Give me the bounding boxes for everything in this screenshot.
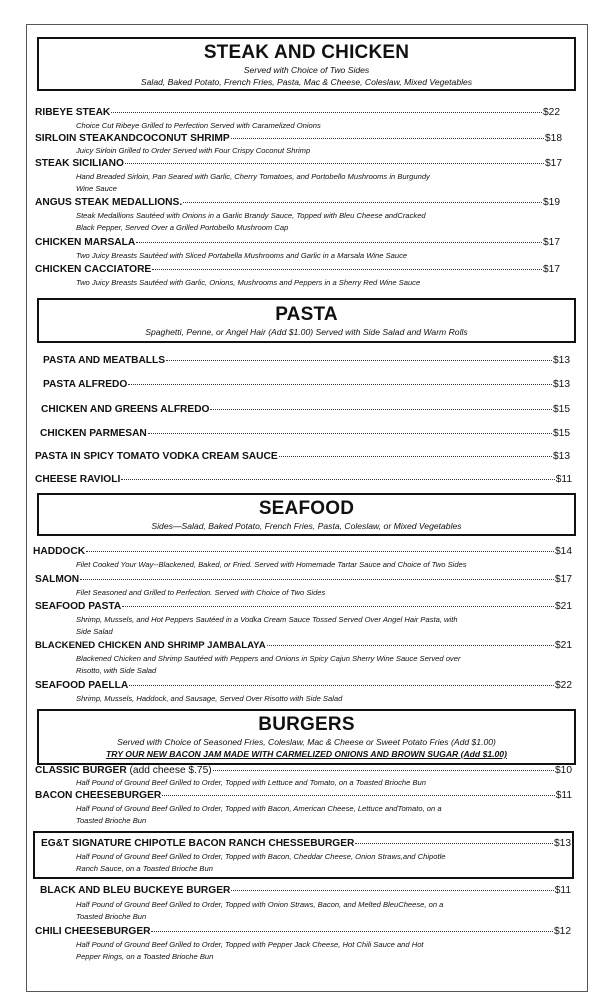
section-title: BURGERS — [258, 714, 355, 735]
menu-item — [35, 237, 560, 249]
item-name: CHEESE RAVIOLI — [35, 474, 121, 485]
item-description: Wine Sauce — [76, 184, 117, 193]
item-name: PASTA ALFREDO — [43, 379, 128, 390]
menu-item — [43, 379, 570, 391]
item-description: Pepper Rings, on a Toasted Brioche Bun — [76, 952, 214, 961]
item-name: HADDOCK — [33, 546, 86, 557]
menu-item — [41, 838, 571, 850]
item-price: $13 — [553, 355, 570, 366]
item-name: SEAFOOD PAELLA — [35, 680, 129, 691]
section-title: SEAFOOD — [258, 498, 355, 519]
menu-item — [35, 133, 562, 145]
item-description: Black Pepper, Served Over a Grilled Portobello Mushroom Cap — [76, 223, 289, 232]
section-subtitle: Served with Choice of Seasoned Fries, Coleslaw, Mac & Cheese or Sweet Potato Fries (Add $1.00) — [117, 737, 496, 747]
item-description: Half Pound of Ground Beef Grilled to Order, Topped with Pepper Jack Cheese, Hot Chili Sauce and Hot — [76, 940, 424, 949]
item-description: Side Salad — [76, 627, 113, 636]
section-subtitle: Salad, Baked Potato, French Fries, Pasta, Mac & Cheese, Coleslaw, Mixed Vegetables — [140, 77, 473, 87]
item-name: SIRLOIN STEAKANDCOCONUT SHRIMP — [35, 133, 230, 144]
menu-item — [35, 601, 572, 613]
item-description: Shrimp, Mussels, and Hot Peppers Sautéed in a Vodka Cream Sauce Tossed Served Over Angel Hair Pasta, with — [76, 615, 458, 624]
item-name: ANGUS STEAK MEDALLIONS. — [35, 197, 183, 208]
item-name: CHICKEN PARMESAN — [40, 428, 147, 439]
item-price: $11 — [555, 790, 572, 801]
section-subtitle: Spaghetti, Penne, or Angel Hair (Add $1.00) Served with Side Salad and Warm Rolls — [145, 327, 468, 337]
item-name: EG&T SIGNATURE CHIPOTLE BACON RANCH CHESSEBURGER — [41, 838, 355, 849]
item-price: $19 — [543, 197, 560, 208]
item-price: $11 — [555, 474, 572, 485]
item-price: $18 — [545, 133, 562, 144]
seafood-section-header — [37, 493, 576, 536]
item-name: BACON CHEESEBURGER — [35, 790, 162, 801]
item-price: $12 — [554, 926, 571, 937]
item-description: Two Juicy Breasts Sautéed with Sliced Portabella Mushrooms and Garlic in a Marsala Wine Sauce — [76, 251, 408, 260]
menu-item — [35, 765, 572, 777]
item-description: Hand Breaded Sirloin, Pan Seared with Garlic, Cherry Tomatoes, and Portobello Mushrooms in Burgundy — [76, 172, 430, 181]
section-subtitle: Served with Choice of Two Sides — [243, 65, 370, 75]
item-price: $14 — [555, 546, 572, 557]
item-name: CLASSIC BURGER — [35, 765, 127, 776]
item-name: PASTA IN SPICY TOMATO VODKA CREAM SAUCE — [35, 451, 278, 462]
item-description: Shrimp, Mussels, Haddock, and Sausage, Served Over Risotto with Side Salad — [76, 694, 343, 703]
item-name: RIBEYE STEAK — [35, 107, 111, 118]
item-description: Juicy Sirloin Grilled to Order Served with Four Crispy Coconut Shrimp — [76, 146, 311, 155]
item-name: SALMON — [35, 574, 80, 585]
menu-item — [35, 926, 571, 938]
item-description: Half Pound of Ground Beef Grilled to Order, Topped with Bacon, Cheddar Cheese, Onion Straws,and Chipotle — [76, 852, 446, 861]
menu-item — [35, 474, 572, 486]
item-price: $22 — [555, 680, 572, 691]
menu-item — [43, 355, 570, 367]
item-description: Choice Cut Ribeye Grilled to Perfection Served with Caramelized Onions — [76, 121, 321, 130]
item-name: SEAFOOD PASTA — [35, 601, 122, 612]
item-price: $13 — [553, 379, 570, 390]
item-price: $10 — [555, 765, 572, 776]
item-price: $15 — [553, 404, 570, 415]
item-price: $22 — [543, 107, 560, 118]
menu-item — [41, 404, 570, 416]
menu-item — [35, 451, 570, 463]
menu-item — [40, 428, 570, 440]
item-description: Steak Medallions Sautéed with Onions in a Garlic Brandy Sauce, Topped with Bleu Cheese andCracked — [76, 211, 426, 220]
item-description: Toasted Brioche Bun — [76, 912, 147, 921]
item-description: Filet Cooked Your Way--Blackened, Baked, or Fried. Served with Homemade Tartar Sauce and Choice of Two Sides — [76, 560, 467, 569]
item-name: PASTA AND MEATBALLS — [43, 355, 166, 366]
menu-item — [35, 197, 560, 209]
item-description: Half Pound of Ground Beef Grilled to Order, Topped with Bacon, American Cheese, Lettuce andTomato, on a — [76, 804, 442, 813]
item-price: $21 — [555, 640, 572, 651]
item-price: $15 — [553, 428, 570, 439]
item-price: $17 — [545, 158, 562, 169]
item-name: STEAK SICILIANO — [35, 158, 124, 169]
menu-item — [35, 264, 560, 276]
item-description: Toasted Brioche Bun — [76, 816, 147, 825]
item-price: $21 — [555, 601, 572, 612]
menu-item — [35, 574, 572, 586]
item-name: CHICKEN MARSALA — [35, 237, 136, 248]
item-description: Two Juicy Breasts Sautéed with Garlic, Onions, Mushrooms and Peppers in a Sherry Red Wine Sauce — [76, 278, 421, 287]
item-price: $11 — [554, 885, 571, 896]
item-price: $13 — [553, 451, 570, 462]
item-price: $17 — [543, 264, 560, 275]
item-note: (add cheese $.75) — [126, 765, 212, 776]
item-price: $13 — [554, 838, 571, 849]
menu-item — [35, 107, 560, 119]
menu-item — [35, 640, 572, 652]
promo-text: TRY OUR NEW BACON JAM MADE WITH CARMELIZED ONIONS AND BROWN SUGAR (Add $1.00) — [106, 749, 507, 759]
menu-item — [35, 790, 572, 802]
section-title: PASTA — [275, 304, 338, 325]
pasta-section-header — [37, 298, 576, 343]
item-name: BLACKENED CHICKEN AND SHRIMP JAMBALAYA — [35, 640, 266, 651]
item-description: Half Pound of Ground Beef Grilled to Order, Topped with Lettuce and Tomato, on a Toasted Brioche Bun — [76, 778, 426, 787]
menu-item — [35, 158, 562, 170]
menu-item — [35, 680, 572, 692]
item-description: Half Pound of Ground Beef Grilled to Order, Topped with Onion Straws, Bacon, and Melted BleuCheese, on a — [76, 900, 444, 909]
item-name: BLACK AND BLEU BUCKEYE BURGER — [40, 885, 231, 896]
burgers-section-header — [37, 709, 576, 765]
item-description: Blackened Chicken and Shrimp Sautéed with Peppers and Onions in Spicy Cajun Sherry Wine Sauce Served over — [76, 654, 461, 663]
item-price: $17 — [555, 574, 572, 585]
item-name: CHILI CHEESEBURGER — [35, 926, 151, 937]
item-price: $17 — [543, 237, 560, 248]
item-name: CHICKEN CACCIATORE — [35, 264, 152, 275]
steak-section-header — [37, 37, 576, 91]
section-subtitle: Sides—Salad, Baked Potato, French Fries, Pasta, Coleslaw, or Mixed Vegetables — [151, 521, 462, 531]
menu-item — [40, 885, 571, 897]
section-title: STEAK AND CHICKEN — [203, 42, 410, 63]
menu-item — [33, 546, 572, 558]
item-description: Risotto, with Side Salad — [76, 666, 157, 675]
item-description: Filet Seasoned and Grilled to Perfection. Served with Choice of Two Sides — [76, 588, 326, 597]
item-name: CHICKEN AND GREENS ALFREDO — [41, 404, 210, 415]
item-description: Ranch Sauce, on a Toasted Brioche Bun — [76, 864, 213, 873]
